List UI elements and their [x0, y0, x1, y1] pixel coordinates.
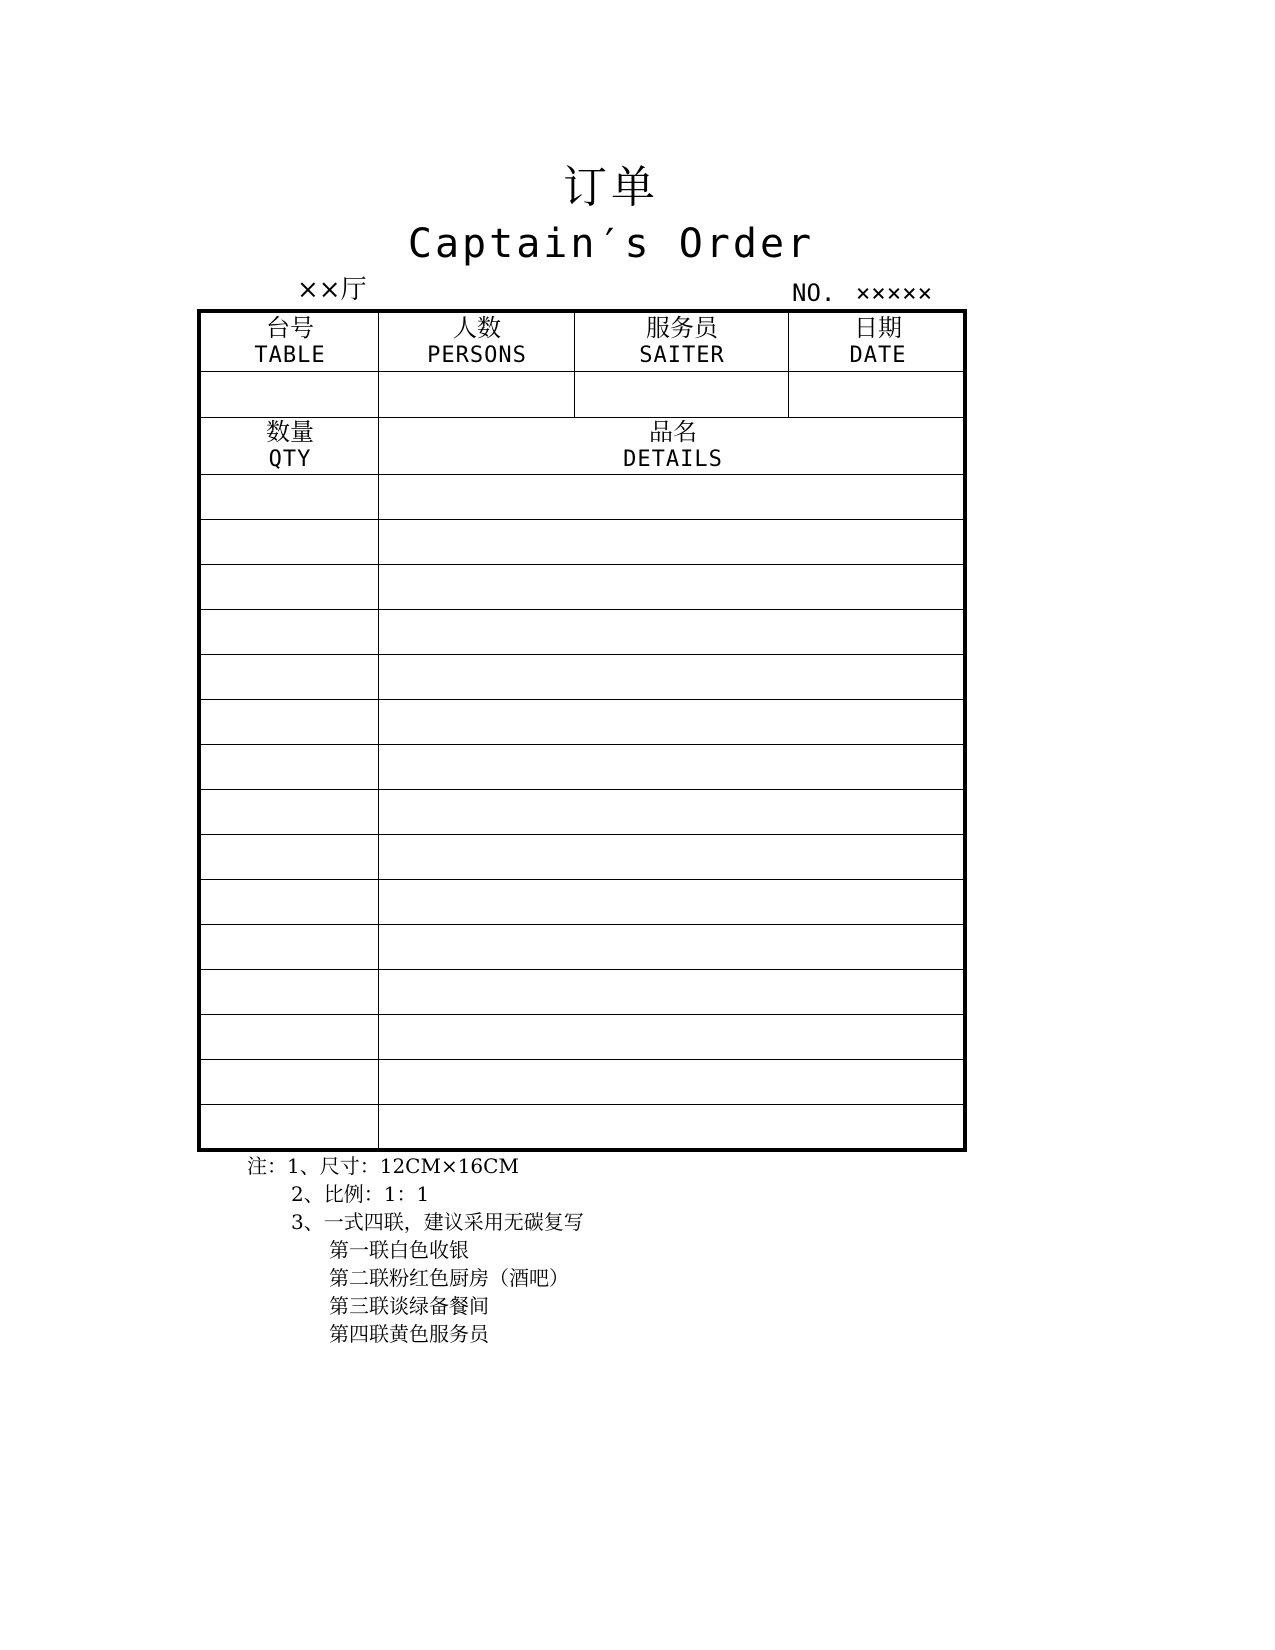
item-details-field[interactable] [379, 879, 967, 924]
item-details-field[interactable] [379, 969, 967, 1014]
item-qty-field[interactable] [201, 744, 379, 789]
item-qty-field[interactable] [201, 1104, 379, 1149]
column-divider-persons [574, 313, 575, 417]
item-details-field[interactable] [379, 609, 967, 654]
date-field[interactable] [789, 371, 967, 417]
serial-number-value: ××××× [855, 279, 934, 307]
header-date-cn: 日期 [854, 314, 902, 342]
item-qty-field[interactable] [201, 1059, 379, 1104]
item-details-field[interactable] [379, 654, 967, 699]
item-qty-field[interactable] [201, 474, 379, 519]
item-qty-field[interactable] [201, 969, 379, 1014]
form-title-english: Captain′s Order [407, 221, 815, 267]
item-qty-field[interactable] [201, 1014, 379, 1059]
form-title-chinese: 订单 [563, 162, 659, 213]
serial-number-label: NO. [792, 279, 836, 307]
item-details-field[interactable] [379, 924, 967, 969]
item-details-field[interactable] [379, 519, 967, 564]
column-divider-waiter [788, 313, 789, 417]
header-waiter-en: SAITER [639, 343, 725, 368]
header-persons-cn: 人数 [453, 314, 501, 342]
item-qty-field[interactable] [201, 609, 379, 654]
header-date [789, 315, 967, 369]
header-persons-en: PERSONS [427, 343, 527, 368]
items-header-details-cn: 品名 [649, 418, 697, 446]
item-qty-field[interactable] [201, 789, 379, 834]
item-qty-field[interactable] [201, 879, 379, 924]
hall-label: ××厅 [297, 275, 367, 305]
table-number-field[interactable] [201, 371, 379, 417]
note-line: 注：1、尺寸：12CM×16CM [247, 1154, 519, 1178]
item-details-field[interactable] [379, 1104, 967, 1149]
waiter-field[interactable] [575, 371, 789, 417]
items-header-details-en: DETAILS [623, 447, 723, 472]
header-divider [201, 371, 963, 372]
notes [247, 1152, 584, 1348]
items-header-qty-cn: 数量 [266, 418, 314, 446]
item-details-field[interactable] [379, 834, 967, 879]
persons-field[interactable] [379, 371, 575, 417]
item-qty-field[interactable] [201, 654, 379, 699]
item-qty-field[interactable] [201, 564, 379, 609]
header-waiter [575, 315, 789, 369]
note-line: 3、一式四联，建议采用无碳复写 [291, 1210, 584, 1234]
item-qty-field[interactable] [201, 699, 379, 744]
header-table-en: TABLE [254, 343, 326, 368]
item-details-field[interactable] [379, 474, 967, 519]
item-qty-field[interactable] [201, 519, 379, 564]
header-waiter-cn: 服务员 [646, 314, 718, 342]
note-line: 第一联白色收银 [329, 1238, 469, 1262]
items-header-qty-en: QTY [268, 447, 312, 472]
header-table [201, 315, 379, 369]
item-qty-field[interactable] [201, 924, 379, 969]
order-form [197, 309, 967, 1152]
item-details-field[interactable] [379, 789, 967, 834]
note-line: 第二联粉红色厨房（酒吧） [329, 1266, 569, 1290]
header-table-cn: 台号 [266, 314, 314, 342]
serial-number [792, 278, 933, 308]
note-line: 2、比例：1：1 [291, 1182, 430, 1206]
items-header-qty [201, 419, 379, 473]
item-details-field[interactable] [379, 1014, 967, 1059]
header-entry-divider [201, 417, 963, 418]
items-header-details [379, 419, 967, 473]
header-persons [379, 315, 575, 369]
note-line: 第四联黄色服务员 [329, 1322, 489, 1346]
item-details-field[interactable] [379, 1059, 967, 1104]
note-line: 第三联谈绿备餐间 [329, 1294, 489, 1318]
item-details-field[interactable] [379, 699, 967, 744]
item-details-field[interactable] [379, 744, 967, 789]
item-details-field[interactable] [379, 564, 967, 609]
header-date-en: DATE [849, 343, 907, 368]
item-qty-field[interactable] [201, 834, 379, 879]
